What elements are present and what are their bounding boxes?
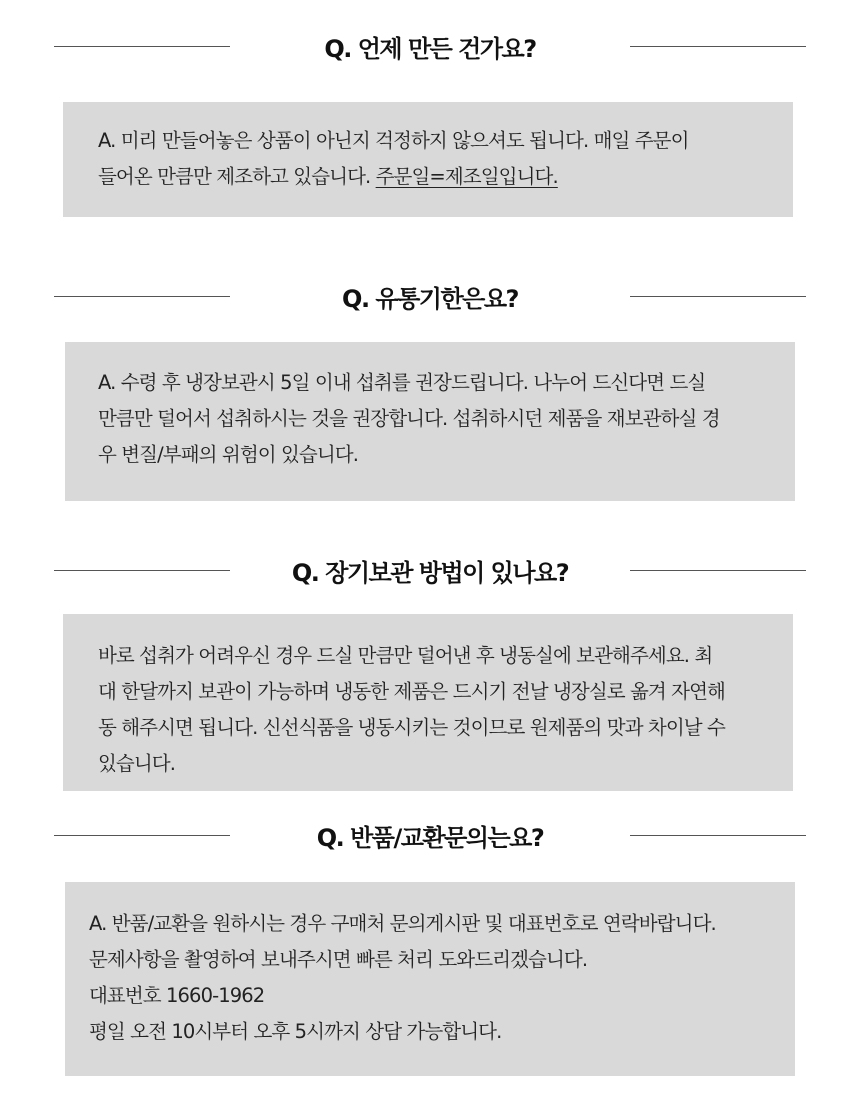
answer-line: A. 수령 후 냉장보관시 5일 이내 섭취를 권장드립니다. 나누어 드신다면 드실: [98, 371, 706, 394]
faq-question-row-3: [54, 551, 806, 589]
faq-answer-4: [89, 906, 795, 1050]
faq-answer-3: [98, 638, 793, 782]
faq-answer-box-3: [63, 614, 793, 791]
divider-right: [630, 46, 806, 47]
faq-question-4: Q. 반품/교환문의는요?: [316, 823, 544, 852]
faq-question-row-4: [54, 816, 806, 854]
divider-right: [630, 835, 806, 836]
faq-question-row-2: [54, 277, 806, 315]
answer-line: 바로 섭취가 어려우신 경우 드실 만큼만 덜어낸 후 냉동실에 보관해주세요. 최: [98, 644, 713, 667]
answer-line: 대 한달까지 보관이 가능하며 냉동한 제품은 드시기 전날 냉장실로 옮겨 자연해: [98, 680, 725, 703]
faq-question-1: Q. 언제 만든 건가요?: [324, 34, 536, 63]
faq-answer-2: [98, 365, 795, 473]
faq-answer-box-2: [65, 342, 795, 501]
answer-line: 만큼만 덜어서 섭취하시는 것을 권장합니다. 섭취하시던 제품을 재보관하실 경: [98, 407, 720, 430]
answer-line: 있습니다.: [98, 752, 176, 775]
answer-line: [98, 159, 793, 195]
faq-question-row-1: [54, 27, 806, 65]
answer-line-text: 들어온 만큼만 제조하고 있습니다.: [98, 165, 376, 188]
answer-line: A. 반품/교환을 원하시는 경우 구매처 문의게시판 및 대표번호로 연락바랍니다.: [89, 912, 716, 935]
faq-answer-box-4: [65, 882, 795, 1076]
answer-line: 동 해주시면 됩니다. 신선식품을 냉동시키는 것이므로 원제품의 맛과 차이날 수: [98, 716, 725, 739]
answer-line: 우 변질/부패의 위험이 있습니다.: [98, 443, 359, 466]
divider-left: [54, 296, 230, 297]
divider-left: [54, 835, 230, 836]
answer-line: 평일 오전 10시부터 오후 5시까지 상담 가능합니다.: [89, 1020, 502, 1043]
faq-question-3: Q. 장기보관 방법이 있나요?: [291, 558, 569, 587]
faq-answer-box-1: [63, 102, 793, 217]
answer-line: 대표번호 1660-1962: [89, 984, 265, 1007]
answer-line: 문제사항을 촬영하여 보내주시면 빠른 처리 도와드리겠습니다.: [89, 948, 588, 971]
faq-answer-1: [98, 123, 793, 195]
faq-question-2: Q. 유통기한은요?: [342, 284, 518, 313]
divider-right: [630, 570, 806, 571]
divider-left: [54, 570, 230, 571]
divider-left: [54, 46, 230, 47]
answer-emphasis: 주문일=제조일입니다.: [375, 165, 558, 188]
divider-right: [630, 296, 806, 297]
answer-line: A. 미리 만들어놓은 상품이 아닌지 걱정하지 않으셔도 됩니다. 매일 주문이: [98, 129, 689, 152]
